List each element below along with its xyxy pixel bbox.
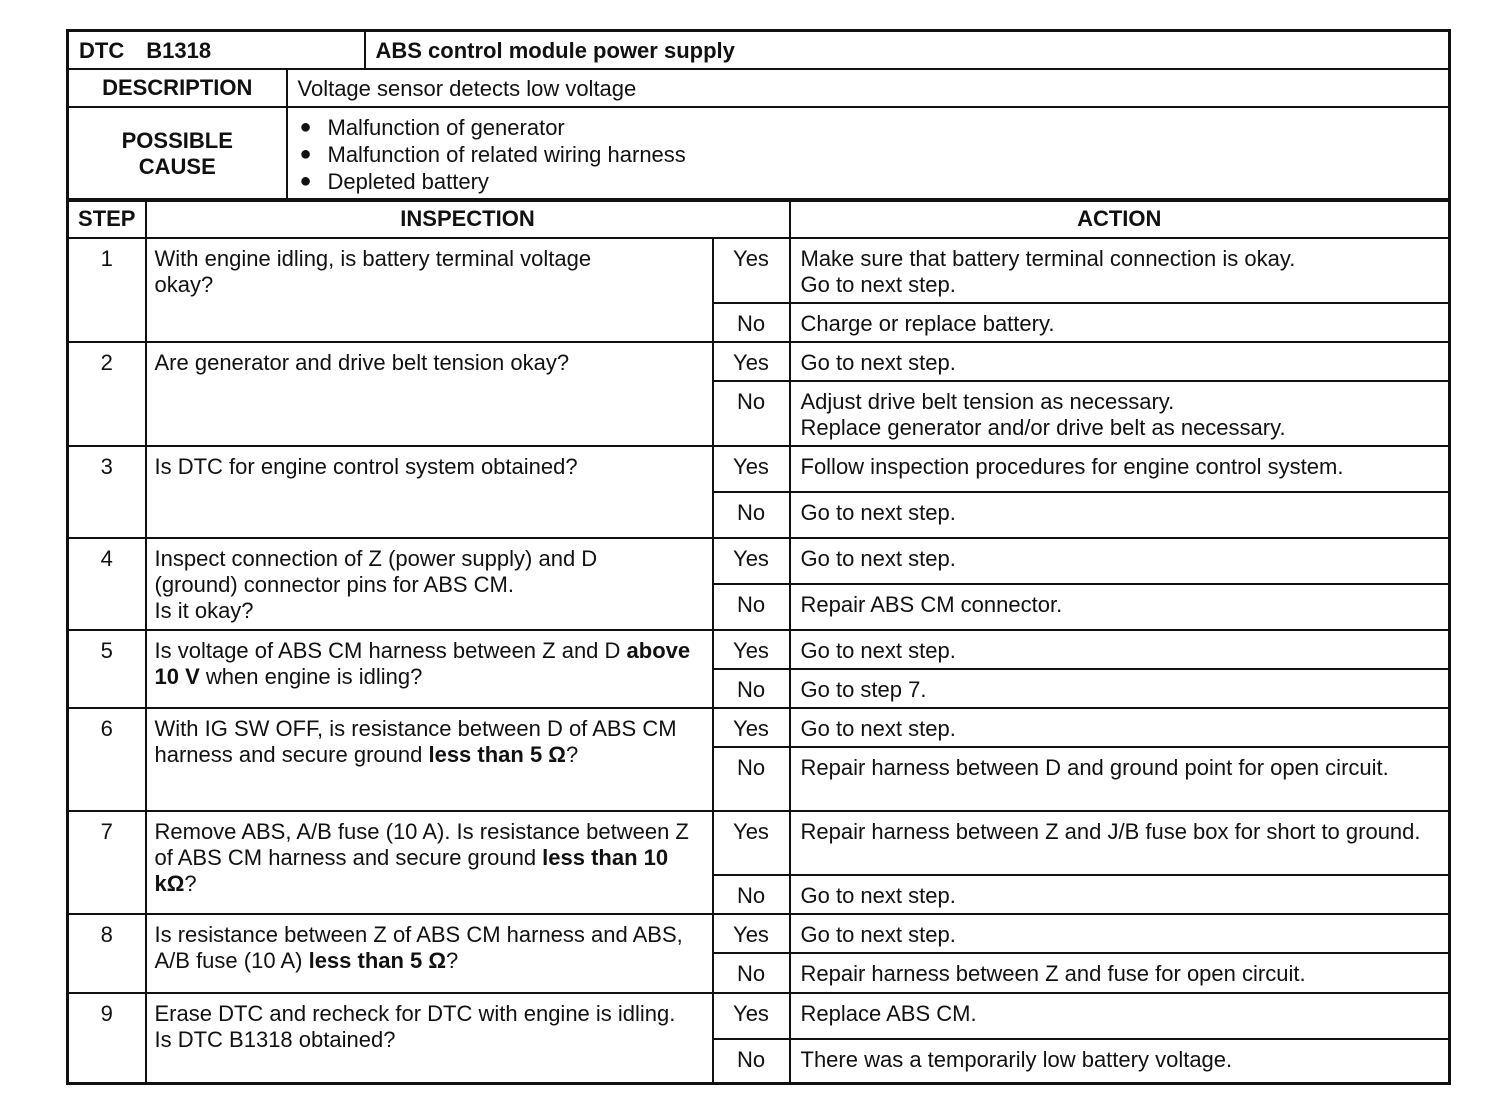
no-action: Charge or replace battery.	[790, 303, 1450, 342]
possible-cause-item	[300, 168, 1439, 195]
no-label: No	[713, 584, 790, 630]
step-number: 9	[68, 993, 146, 1083]
no-label: No	[713, 669, 790, 708]
yes-action: Go to next step.	[790, 538, 1450, 584]
yes-label: Yes	[713, 538, 790, 584]
inspection-line: Is DTC B1318 obtained?	[154, 1027, 396, 1052]
yes-action: Follow inspection procedures for engine control system.	[790, 446, 1450, 492]
action-line: Adjust drive belt tension as necessary.	[800, 389, 1175, 414]
inspection-text: ?	[446, 948, 459, 973]
step-inspection	[146, 708, 713, 811]
step-row	[68, 342, 1450, 381]
step-inspection	[146, 238, 713, 342]
inspection-line: (ground) connector pins for ABS CM.	[154, 572, 514, 597]
possible-cause-item	[300, 114, 1439, 141]
possible-cause-list	[300, 114, 1439, 195]
step-row	[68, 708, 1450, 747]
inspection-steps-table	[66, 198, 1451, 1085]
action-line: Go to next step.	[800, 272, 956, 297]
step-inspection	[146, 630, 713, 708]
yes-action: Go to next step.	[790, 708, 1450, 747]
inspection-column-header: INSPECTION	[146, 200, 790, 239]
step-number: 3	[68, 446, 146, 538]
action-line: Make sure that battery terminal connection is okay.	[800, 246, 1296, 271]
yes-label: Yes	[713, 914, 790, 953]
step-column-header: STEP	[68, 200, 146, 239]
step-row	[68, 238, 1450, 303]
yes-action: Go to next step.	[790, 630, 1450, 669]
inspection-text: With IG SW OFF, is resistance between D of ABS CM harness and secure ground	[154, 716, 677, 767]
inspection-threshold: less than 5 Ω	[308, 948, 447, 973]
yes-label: Yes	[713, 446, 790, 492]
step-number: 7	[68, 811, 146, 914]
yes-action: Repair harness between Z and J/B fuse box for short to ground.	[790, 811, 1450, 875]
inspection-threshold: less than 10 kΩ	[154, 845, 669, 896]
no-action: There was a temporarily low battery voltage.	[790, 1039, 1450, 1083]
bullet-icon: ●	[299, 116, 312, 138]
step-row	[68, 446, 1450, 492]
possible-cause-label	[68, 107, 287, 201]
step-row	[68, 538, 1450, 584]
yes-action: Replace ABS CM.	[790, 993, 1450, 1039]
inspection-text: Is resistance between Z of ABS CM harness and ABS, A/B fuse (10 A)	[154, 922, 683, 973]
yes-action	[790, 238, 1450, 303]
no-label: No	[713, 875, 790, 914]
yes-action: Go to next step.	[790, 342, 1450, 381]
no-action: Repair harness between Z and fuse for open circuit.	[790, 953, 1450, 993]
step-number: 6	[68, 708, 146, 811]
possible-cause-label-line-1: POSSIBLE	[121, 127, 233, 153]
inspection-line: With engine idling, is battery terminal voltage	[154, 246, 592, 271]
step-number: 2	[68, 342, 146, 446]
step-inspection	[146, 811, 713, 914]
dtc-code-cell	[68, 31, 365, 70]
inspection-line: okay?	[154, 272, 214, 297]
step-inspection	[146, 914, 713, 993]
step-inspection: Is DTC for engine control system obtained?	[146, 446, 713, 538]
no-label: No	[713, 747, 790, 811]
yes-label: Yes	[713, 342, 790, 381]
no-label: No	[713, 303, 790, 342]
no-action	[790, 381, 1450, 446]
possible-cause-item	[300, 141, 1439, 168]
no-label: No	[713, 1039, 790, 1083]
yes-label: Yes	[713, 238, 790, 303]
step-number: 1	[68, 238, 146, 342]
step-row	[68, 914, 1450, 953]
dtc-code: B1318	[146, 38, 212, 63]
dtc-title: ABS control module power supply	[365, 31, 1450, 70]
step-inspection: Are generator and drive belt tension okay?	[146, 342, 713, 446]
description-label: DESCRIPTION	[68, 69, 287, 107]
action-column-header: ACTION	[790, 200, 1450, 239]
step-row	[68, 993, 1450, 1039]
no-label: No	[713, 381, 790, 446]
yes-action: Go to next step.	[790, 914, 1450, 953]
bullet-icon: ●	[299, 143, 312, 165]
yes-label: Yes	[713, 630, 790, 669]
step-row	[68, 811, 1450, 875]
step-row	[68, 630, 1450, 669]
possible-cause-label-line-2: CAUSE	[138, 153, 216, 179]
possible-cause-text: Malfunction of generator	[327, 115, 565, 140]
no-action: Repair harness between D and ground point for open circuit.	[790, 747, 1450, 811]
possible-cause-text: Malfunction of related wiring harness	[327, 142, 686, 167]
inspection-text: ?	[184, 871, 197, 896]
inspection-text: when engine is idling?	[199, 664, 423, 689]
inspection-line: Inspect connection of Z (power supply) and D	[154, 546, 598, 571]
dtc-header-table	[66, 29, 1451, 202]
description-text: Voltage sensor detects low voltage	[287, 69, 1450, 107]
step-inspection	[146, 538, 713, 630]
inspection-line: Is it okay?	[154, 598, 254, 623]
no-label: No	[713, 953, 790, 993]
inspection-text: Remove ABS, A/B fuse (10 A). Is resistance between Z of ABS CM harness and secure ground	[154, 819, 689, 870]
inspection-text: ?	[565, 742, 579, 767]
no-action: Go to next step.	[790, 492, 1450, 538]
step-inspection	[146, 993, 713, 1083]
inspection-line: Erase DTC and recheck for DTC with engine is idling.	[154, 1001, 676, 1026]
step-number: 5	[68, 630, 146, 708]
step-number: 8	[68, 914, 146, 993]
inspection-threshold: less than 5 Ω	[428, 742, 566, 767]
yes-label: Yes	[713, 993, 790, 1039]
dtc-label: DTC	[79, 38, 125, 63]
inspection-threshold: above 10 V	[154, 638, 691, 689]
bullet-icon: ●	[299, 170, 312, 192]
no-label: No	[713, 492, 790, 538]
action-line: Replace generator and/or drive belt as necessary.	[800, 415, 1286, 440]
no-action: Repair ABS CM connector.	[790, 584, 1450, 630]
no-action: Go to next step.	[790, 875, 1450, 914]
inspection-text: Is voltage of ABS CM harness between Z and D	[154, 638, 621, 663]
yes-label: Yes	[713, 811, 790, 875]
step-number: 4	[68, 538, 146, 630]
possible-cause-text: Depleted battery	[327, 169, 489, 194]
yes-label: Yes	[713, 708, 790, 747]
possible-cause-list-cell	[287, 107, 1450, 201]
no-action: Go to step 7.	[790, 669, 1450, 708]
